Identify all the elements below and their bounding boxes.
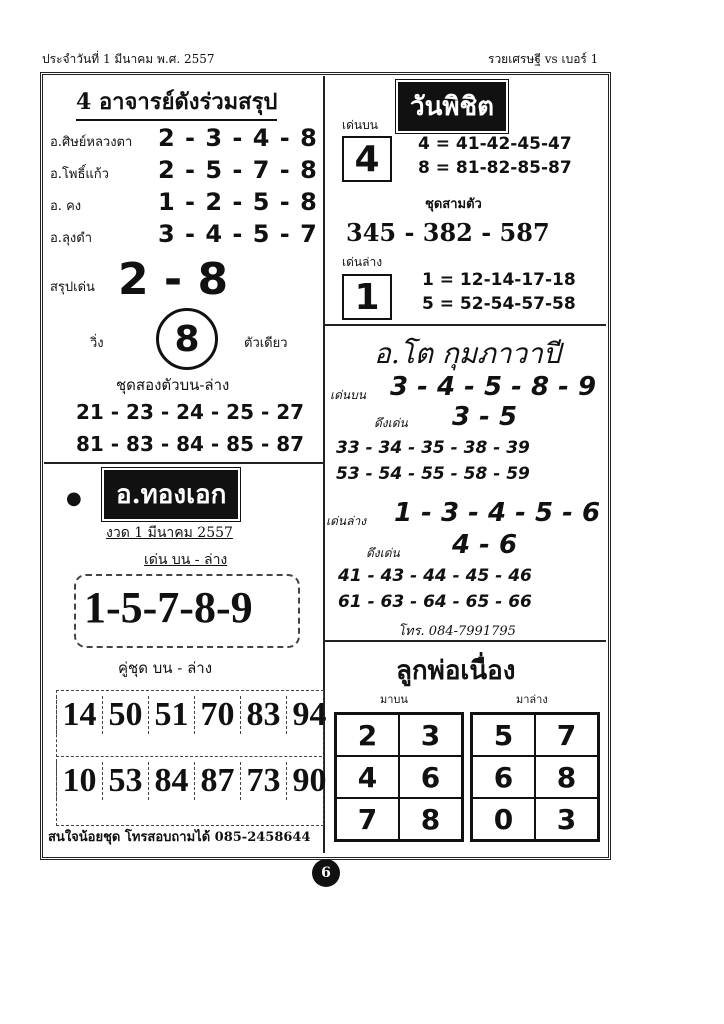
- issue-date: ประจำวันที่ 1 มีนาคม พ.ศ. 2557: [42, 52, 215, 66]
- right-digit-grid: [470, 712, 600, 842]
- kumpa-bottom-nums: 1 - 3 - 4 - 5 - 6: [394, 498, 601, 528]
- pair-cell: 14: [56, 696, 102, 734]
- to-kumpa-title: อ.โต กุมภาวาปี: [374, 337, 561, 370]
- four-teachers-title: 4 อาจารย์ดังร่วมสรุป: [76, 84, 277, 121]
- wanpisit-title: วันพิชิต: [398, 82, 506, 131]
- kumpa-row: 33 - 34 - 35 - 38 - 39: [336, 438, 530, 458]
- pair-row: 21 - 23 - 24 - 25 - 27: [76, 400, 305, 424]
- teacher-name: อ.โพธิ์แก้ว: [50, 167, 109, 182]
- teacher-nums: 3 - 4 - 5 - 7: [158, 220, 318, 248]
- pair-cell: 84: [148, 762, 194, 800]
- kumpa-pull-nums: 4 - 6: [452, 530, 518, 560]
- grid-cell: 8: [535, 756, 598, 798]
- pair-cell: 90: [286, 762, 332, 800]
- bottom-label: เด่นล่าง: [342, 255, 383, 269]
- top-label: เด่นบน: [342, 118, 378, 132]
- teacher-nums: 2 - 5 - 7 - 8: [158, 156, 318, 184]
- pair-cell: 94: [286, 696, 332, 734]
- grid-cell: 7: [336, 798, 399, 840]
- run-label: วิ่ง: [90, 336, 104, 351]
- single-digit-circle: 8: [156, 308, 218, 370]
- top-line: 8 = 81-82-85-87: [418, 158, 572, 178]
- pair-cell: 53: [102, 762, 148, 800]
- pair-cell: 51: [148, 696, 194, 734]
- pair-cell: 83: [240, 696, 286, 734]
- grid-cell: 8: [399, 798, 462, 840]
- teacher-nums: 1 - 2 - 5 - 8: [158, 188, 318, 216]
- summary-nums: 2 - 8: [118, 254, 229, 305]
- grid-cell: 7: [535, 714, 598, 756]
- look-por-title: ลูกพ่อเนื่อง: [396, 656, 516, 686]
- grid-cell: 3: [535, 798, 598, 840]
- bottom-digit-box: 1: [342, 274, 392, 320]
- bottom-line: 5 = 52-54-57-58: [422, 294, 576, 314]
- three-label: ชุดสามตัว: [425, 197, 482, 212]
- pair-title: คู่ชุด บน - ล่าง: [118, 659, 213, 677]
- kumpa-bottom-label: เด่นล่าง: [326, 514, 367, 528]
- right-grid-label: มาล่าง: [516, 693, 548, 706]
- kumpa-top-nums: 3 - 4 - 5 - 8 - 9: [390, 372, 597, 402]
- grid-cell: 0: [472, 798, 535, 840]
- kumpa-pull-label: ดึงเด่น: [366, 546, 400, 560]
- teacher-nums: 2 - 3 - 4 - 8: [158, 124, 318, 152]
- summary-label: สรุปเด่น: [50, 280, 95, 295]
- kumpa-pull-nums: 3 - 5: [452, 402, 518, 432]
- kumpa-pull-label: ดึงเด่น: [374, 416, 408, 430]
- grid-cell: 2: [336, 714, 399, 756]
- teacher-name: อ.ศิษย์หลวงตา: [50, 135, 133, 150]
- draw-date: งวด 1 มีนาคม 2557: [106, 525, 233, 541]
- pair-cell: 10: [56, 762, 102, 800]
- pair-row: 81 - 83 - 84 - 85 - 87: [76, 432, 305, 456]
- thong-ek-subtitle: เด่น บน - ล่าง: [144, 552, 228, 568]
- page-number: 6: [312, 859, 340, 887]
- left-divider: [44, 462, 324, 464]
- main-nums: 1-5-7-8-9: [84, 583, 253, 632]
- teacher-name: อ.ลุงดำ: [50, 231, 92, 246]
- pair-table-row-2: [56, 762, 332, 800]
- single-label: ตัวเดียว: [244, 336, 288, 351]
- publication-name: รวยเศรษฐี vs เบอร์ 1: [488, 52, 599, 66]
- kumpa-phone: โทร. 084-7991795: [398, 624, 516, 639]
- kumpa-row: 41 - 43 - 44 - 45 - 46: [338, 566, 532, 586]
- left-grid-label: มาบน: [380, 693, 408, 706]
- pair-table-row-1: [56, 696, 332, 734]
- pair-cell: 50: [102, 696, 148, 734]
- kumpa-top-label: เด่นบน: [330, 388, 366, 402]
- bullet-dot: ●: [66, 488, 82, 509]
- pair-cell: 73: [240, 762, 286, 800]
- pair-cell: 70: [194, 696, 240, 734]
- right-divider-1: [324, 324, 606, 326]
- grid-cell: 5: [472, 714, 535, 756]
- bottom-line: 1 = 12-14-17-18: [422, 270, 576, 290]
- left-digit-grid: [334, 712, 464, 842]
- pair-table-divider: [56, 756, 322, 757]
- pair-title: ชุดสองตัวบน-ล่าง: [116, 376, 230, 394]
- top-digit-box: 4: [342, 136, 392, 182]
- grid-cell: 6: [472, 756, 535, 798]
- kumpa-row: 61 - 63 - 64 - 65 - 66: [338, 592, 532, 612]
- top-line: 4 = 41-42-45-47: [418, 134, 572, 154]
- thong-ek-footer: สนใจน้อยชุด โทรสอบถามได้ 085-2458644: [48, 830, 311, 845]
- three-nums: 345 - 382 - 587: [346, 218, 550, 247]
- pair-cell: 87: [194, 762, 240, 800]
- grid-cell: 4: [336, 756, 399, 798]
- grid-cell: 3: [399, 714, 462, 756]
- teacher-name: อ. คง: [50, 199, 82, 214]
- thong-ek-title: อ.ทองเอก: [104, 470, 238, 519]
- kumpa-row: 53 - 54 - 55 - 58 - 59: [336, 464, 530, 484]
- grid-cell: 6: [399, 756, 462, 798]
